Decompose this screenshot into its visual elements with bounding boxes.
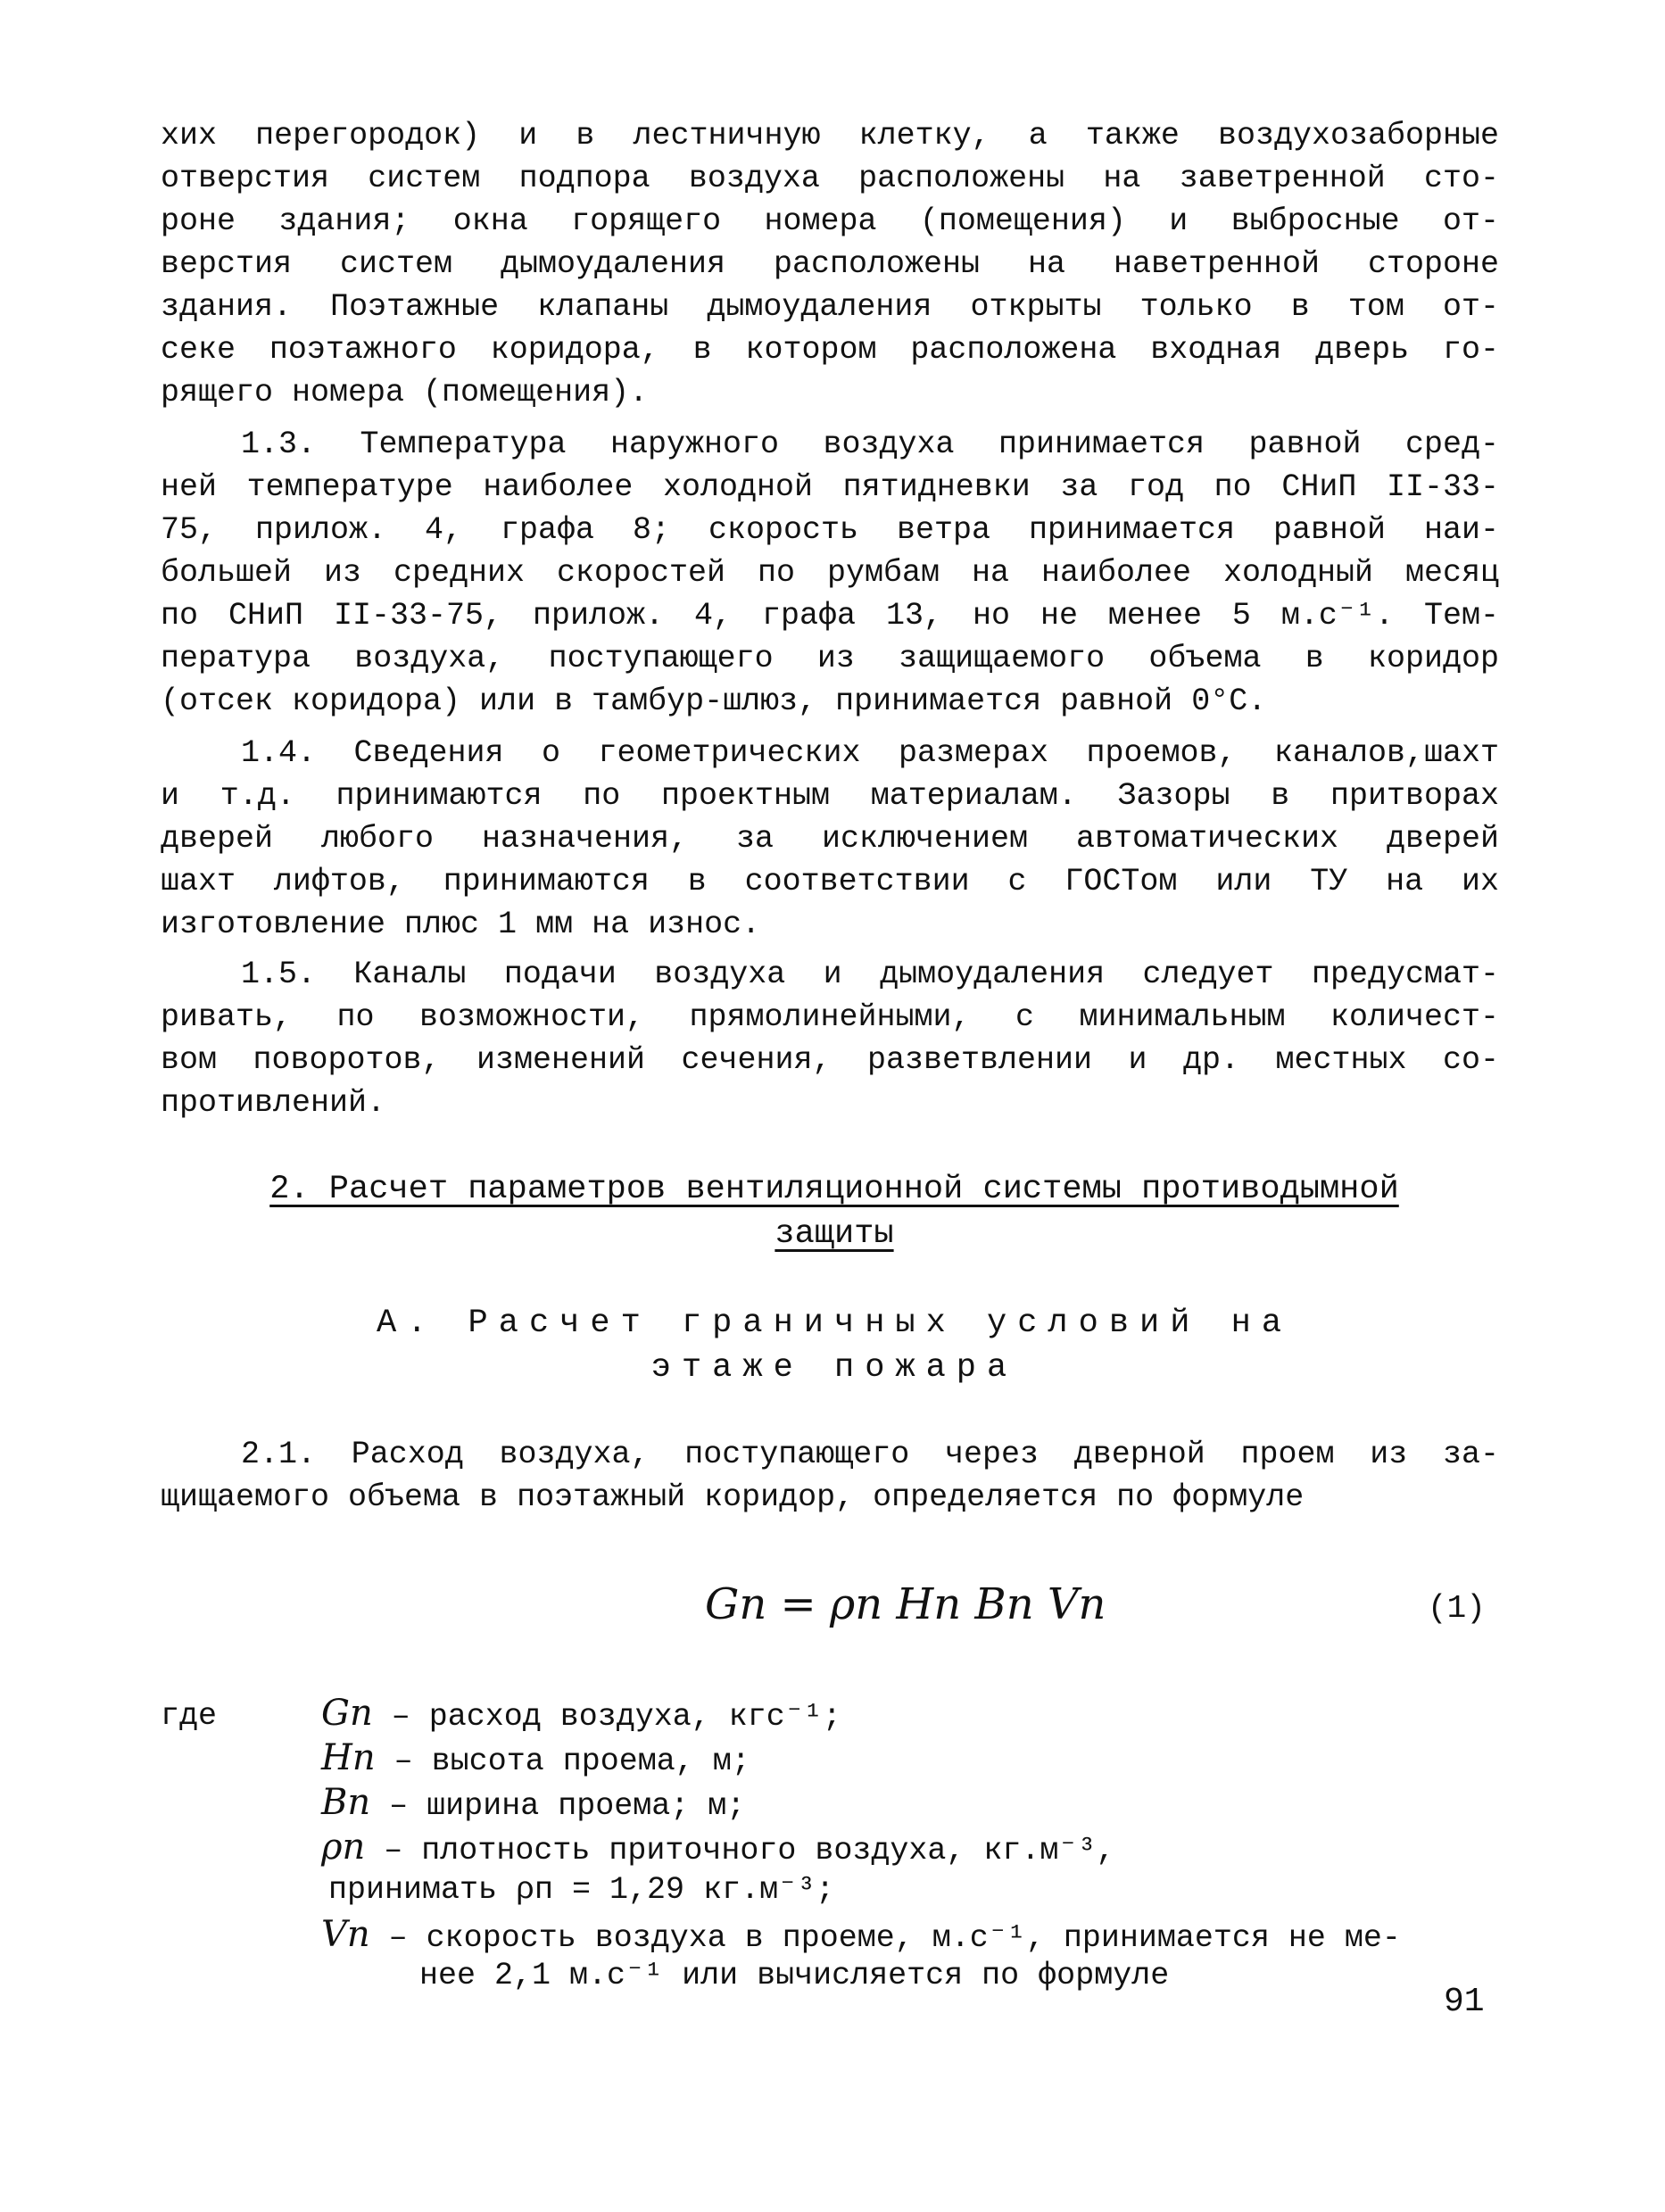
body-line: изготовление плюс 1 мм на износ. — [161, 907, 761, 942]
definition-text: – ширина проема; м; — [389, 1788, 746, 1824]
definition-line — [321, 1827, 1115, 1870]
definition-symbol: Gп — [321, 1693, 373, 1734]
body-line: ривать, по возможности, прямолинейными, с минимальным количест- — [161, 999, 1499, 1035]
definition-text: – скорость воздуха в проеме, м.с⁻¹, принимается не ме- — [388, 1920, 1401, 1956]
definition-continuation: нее 2,1 м.с⁻¹ или вычисляется по формуле — [419, 1958, 1170, 1993]
body-line: (отсек коридора) или в тамбур-шлюз, принимается равной 0°С. — [161, 683, 1267, 719]
definition-symbol: ρп — [321, 1827, 366, 1868]
definition-line — [321, 1915, 1401, 1958]
definition-text: – высота проема, м; — [393, 1744, 750, 1779]
section-heading — [232, 1167, 1437, 1212]
body-line: верстия систем дымоудаления расположены на наветренной стороне — [161, 246, 1499, 282]
paragraph-2-1-first-line: 2.1. Расход воздуха, поступающего через дверной проем из за- — [241, 1437, 1499, 1472]
body-line: вом поворотов, изменений сечения, разветвлении и др. местных со- — [161, 1042, 1499, 1078]
subsection-heading-line-2: этаже пожара — [650, 1349, 1018, 1387]
subsection-heading-line-1: А. Расчет граничных условий на — [376, 1305, 1293, 1342]
body-line: большей из средних скоростей по румбам на наиболее холодный месяц — [161, 555, 1499, 591]
body-line: шахт лифтов, принимаются в соответствии с ГОСТом или ТУ на их — [161, 864, 1499, 899]
body-line: противлений. — [161, 1085, 386, 1121]
definition-symbol: Vп — [321, 1914, 370, 1955]
body-line: отверстия систем подпора воздуха расположены на заветренной сто- — [161, 161, 1499, 196]
body-line: пература воздуха, поступающего из защищаемого объема в коридор — [161, 641, 1499, 676]
body-line: дверей любого назначения, за исключением автоматических дверей — [161, 821, 1499, 857]
body-line: роне здания; окна горящего номера (помещения) и выбросные от- — [161, 203, 1499, 239]
section-heading-continued — [232, 1212, 1437, 1256]
equation-number: (1) — [1428, 1590, 1486, 1627]
paragraph-1-4-first-line: 1.4. Сведения о геометрических размерах проемов, каналов,шахт — [241, 735, 1499, 771]
body-line: рящего номера (помещения). — [161, 375, 649, 410]
definition-note: принимать ρп = 1,29 кг.м⁻³; — [328, 1872, 835, 1908]
definition-line — [321, 1783, 745, 1826]
body-line: хих перегородок) и в лестничную клетку, а также воздухозаборные — [161, 118, 1499, 153]
definition-line — [321, 1694, 841, 1736]
definition-symbol: Hп — [321, 1737, 376, 1778]
section-heading-line-2: защиты — [775, 1215, 894, 1253]
page-number: 91 — [1444, 1983, 1485, 2021]
body-line: и т.д. принимаются по проектным материалам. Зазоры в притворах — [161, 778, 1499, 814]
definition-text: – плотность приточного воздуха, кг.м⁻³, — [384, 1833, 1115, 1868]
body-line: ней температуре наиболее холодной пятидневки за год по СНиП II-33- — [161, 469, 1499, 505]
formula-1: Gп = ρп Hп Bп Vп — [705, 1579, 1106, 1629]
body-line: секе поэтажного коридора, в котором расположена входная дверь го- — [161, 332, 1499, 368]
section-heading-line-1: 2. Расчет параметров вентиляционной системы противодымной — [269, 1171, 1399, 1208]
where-label: где — [161, 1698, 218, 1734]
paragraph-1-3-first-line: 1.3. Температура наружного воздуха принимается равной сред- — [241, 427, 1499, 462]
body-line: 75, прилож. 4, графа 8; скорость ветра принимается равной наи- — [161, 512, 1499, 548]
body-line: здания. Поэтажные клапаны дымоудаления открыты только в том от- — [161, 289, 1499, 325]
definition-line — [321, 1738, 750, 1781]
definition-text: – расход воздуха, кгс⁻¹; — [391, 1699, 841, 1735]
body-line: по СНиП II-33-75, прилож. 4, графа 13, но не менее 5 м.с⁻¹. Тем- — [161, 598, 1499, 634]
paragraph-1-5-first-line: 1.5. Каналы подачи воздуха и дымоудаления следует предусмат- — [241, 957, 1499, 992]
body-line: щищаемого объема в поэтажный коридор, определяется по формуле — [161, 1479, 1305, 1515]
definition-symbol: Bп — [321, 1782, 371, 1823]
